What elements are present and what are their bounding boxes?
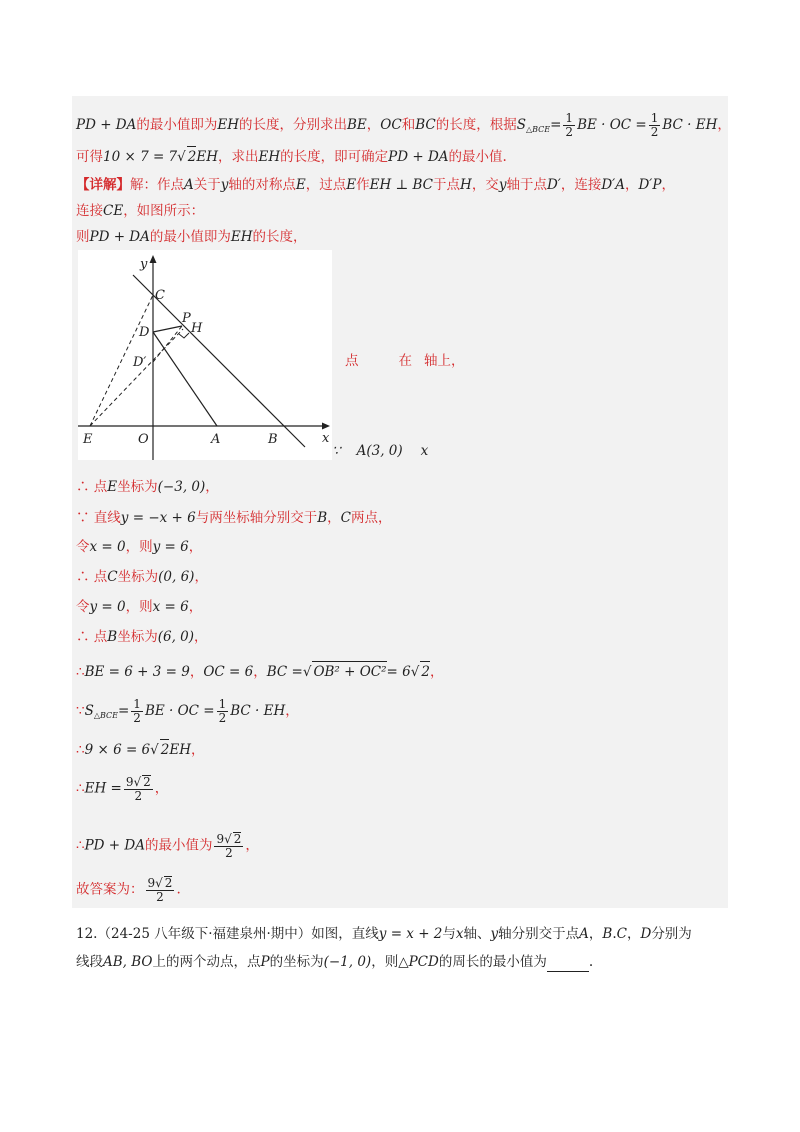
solution-line-11: 令y = 0，则x = 6，	[76, 599, 203, 615]
sqrt-expr: √ 2	[150, 742, 169, 758]
solution-line-18: 故答案为： $\frac{9√ 2}{2}$ .	[76, 876, 181, 904]
answer-blank[interactable]	[547, 957, 589, 972]
fraction-nine-root-two: $\frac{9√ 2}{2}$	[125, 775, 151, 803]
solution-line-2: 可得10 × 7 = 7√ 2EH，求出EH的长度，即可确定PD + DA的最小值.	[76, 146, 507, 167]
x-axis-arrow	[322, 423, 330, 430]
segment-da	[153, 332, 217, 426]
solution-line-12: ∴ 点B坐标为(6, 0)，	[76, 629, 208, 645]
solution-line-1: PD + DA的最小值即为EH的长度，分别求出BE，OC和BC的长度，根据$S_{\triangle BCE}=$ $\frac{1}{2}$ BE · OC = $\frac{1}{2}$ BC · EH，	[76, 111, 731, 139]
area-symbol: $S_{\triangle BCE}$	[84, 703, 118, 720]
solution-line-9: 令x = 0，则y = 6，	[76, 539, 203, 555]
sqrt-expr: √ 2	[411, 664, 430, 680]
solution-line-5: 则PD + DA的最小值即为EH的长度，	[76, 229, 307, 245]
label-p: P	[182, 311, 191, 326]
solution-line-14: $\because S_{\triangle BCE}=$ $\frac{1}{2}$ BE · OC = $\frac{1}{2}$ BC · EH，	[76, 697, 299, 725]
question-12-line-1: 12.（24-25 八年级下·福建泉州·期中）如图，直线y = x + 2与x轴、y轴分别交于点A，B.C，D分别为	[76, 926, 692, 942]
solution-line-4: 连接CE，如图所示：	[76, 203, 205, 219]
fraction-half: $\frac{1}{2}$	[650, 111, 659, 139]
solution-line-17: ∴PD + DA的最小值为 $\frac{9√ 2}{2}$ ，	[76, 832, 259, 860]
fraction-nine-root-two: $\frac{9√ 2}{2}$	[147, 876, 173, 904]
label-a: A	[211, 432, 221, 447]
solution-line-6: ∵ A(3, 0) x	[332, 443, 429, 459]
side-text: 点 在 轴上，	[345, 353, 465, 369]
solution-line-8: ∵ 直线y = −x + 6与两坐标轴分别交于B，C两点，	[76, 510, 392, 526]
label-y: y	[140, 257, 148, 272]
geometry-figure	[78, 250, 332, 460]
label-x: x	[322, 431, 330, 446]
solution-line-15: ∴9 × 6 = 6√ 2EH，	[76, 739, 205, 760]
geometry-svg	[78, 250, 332, 460]
question-number: 12.	[76, 926, 98, 942]
segment-dp	[153, 326, 182, 332]
label-o: O	[138, 432, 149, 447]
detail-tag: 【详解】	[76, 177, 130, 193]
solution-line-13: ∴BE = 6 + 3 = 9，OC = 6，BC =√ OB² + OC²= 6√ 2，	[76, 661, 443, 682]
label-d-prime: D′	[133, 355, 147, 370]
right-angle-mark	[179, 333, 189, 338]
question-12-line-2: 线段AB, BO上的两个动点，点P的坐标为(−1, 0)，则△PCD的周长的最小值为 .	[76, 954, 594, 970]
label-b: B	[268, 432, 278, 447]
sqrt-expr: √ 2	[177, 149, 196, 165]
segment-eh	[90, 329, 183, 426]
label-d: D	[139, 325, 150, 340]
solution-line-3: 【详解】解：作点A关于y轴的对称点E，过点E作EH ⊥ BC于点H，交y轴于点D′，连接D′A，D′P，	[76, 177, 675, 193]
label-e: E	[83, 432, 93, 447]
fraction-nine-root-two: $\frac{9√ 2}{2}$	[216, 832, 242, 860]
solution-line-16: ∴EH = $\frac{9√ 2}{2}$ ，	[76, 775, 169, 803]
fraction-half: $\frac{1}{2}$	[565, 111, 574, 139]
label-h: H	[191, 321, 203, 336]
solution-line-10: ∴ 点C坐标为(0, 6)，	[76, 569, 208, 585]
sqrt-expr: √ OB² + OC²	[303, 664, 387, 680]
solution-line-7: ∴ 点E坐标为(−3, 0)，	[76, 479, 219, 495]
area-symbol: $S_{\triangle BCE}$	[516, 117, 551, 134]
label-c: C	[155, 288, 165, 303]
y-axis-arrow	[150, 255, 157, 263]
fraction-half: $\frac{1}{2}$	[218, 697, 227, 725]
fraction-half: $\frac{1}{2}$	[133, 697, 141, 725]
